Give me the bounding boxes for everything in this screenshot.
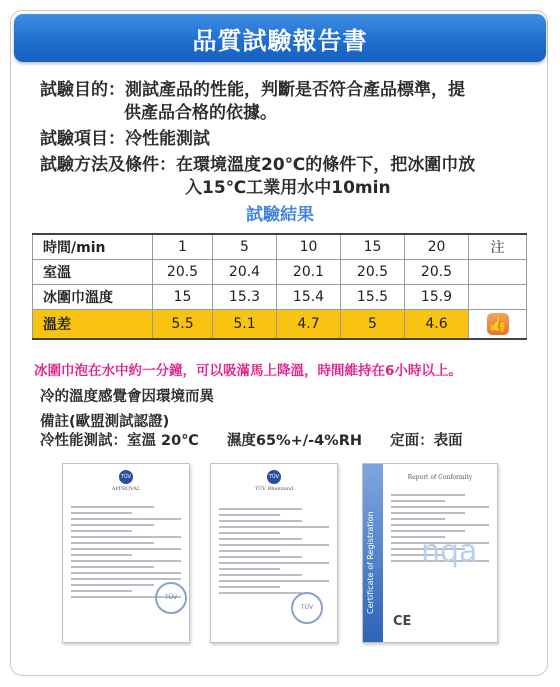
header-cell: 注 — [469, 234, 527, 260]
purpose-label: 試驗目的： — [40, 80, 125, 100]
certificate-side-text: Certificate of Registration — [366, 511, 375, 614]
report-title-banner — [14, 14, 546, 62]
row-label: 溫差 — [33, 310, 153, 340]
certificate-title: Report of Conformity — [407, 474, 473, 481]
table-cell: 20.5 — [153, 260, 213, 285]
item-value: 冷性能測試 — [125, 129, 210, 149]
remark-surface: 定面：表面 — [390, 433, 463, 449]
table-cell: 20.5 — [341, 260, 405, 285]
table-cell: 5.5 — [153, 310, 213, 340]
certificate-title: TÜV Rheinland — [254, 486, 294, 492]
remark-label: 備註(歐盟測試認證) — [40, 414, 170, 430]
header-cell: 1 — [153, 234, 213, 260]
certificate-title: APPROVAL — [111, 486, 141, 492]
table-row — [33, 260, 527, 285]
item-line — [40, 124, 210, 149]
item-label: 試驗項目： — [40, 129, 125, 149]
feeling-note: 冷的溫度感覺會因環境而異 — [40, 389, 214, 405]
tuv-logo-icon: TÜV — [267, 470, 281, 484]
certificate-side-band — [363, 464, 383, 642]
table-cell: 5 — [341, 310, 405, 340]
table-cell — [469, 260, 527, 285]
table-cell: 15.5 — [341, 285, 405, 310]
table-cell: 20.5 — [405, 260, 469, 285]
purpose-text-1: 測試產品的性能，判斷是否符合產品標準，提 — [125, 80, 465, 100]
certificate-tuv — [210, 463, 338, 643]
header-cell: 5 — [213, 234, 277, 260]
results-table — [32, 233, 527, 340]
purpose-line-1 — [40, 75, 465, 100]
method-line-1 — [40, 150, 475, 175]
table-header-row — [33, 234, 527, 260]
remark-test: 冷性能測試：室溫 20℃ — [40, 433, 199, 449]
header-cell: 時間/min — [33, 234, 153, 260]
header-cell: 15 — [341, 234, 405, 260]
remark-humidity: 濕度65%+/-4%RH — [226, 433, 363, 449]
seal-icon: TÜV — [155, 582, 187, 614]
table-cell: 4.6 — [405, 310, 469, 340]
note-cell — [469, 310, 527, 340]
method-label: 試驗方法及條件： — [40, 155, 176, 175]
purpose-text-2: 供產品合格的依據。 — [124, 103, 277, 123]
nqa-watermark: nqa — [421, 534, 478, 569]
seal-icon: TÜV — [291, 592, 323, 624]
header-cell: 20 — [405, 234, 469, 260]
method-text-1: 在環境溫度20℃的條件下，把冰圍巾放 — [176, 155, 476, 175]
certificate-registration — [362, 463, 498, 643]
row-label: 冰圍巾溫度 — [33, 285, 153, 310]
results-title: 試驗結果 — [246, 205, 314, 225]
table-cell: 4.7 — [277, 310, 341, 340]
certificate-approval — [62, 463, 190, 643]
report-title: 品質試驗報告書 — [192, 26, 368, 55]
highlight-note: 冰圍巾泡在水中約一分鐘，可以吸滿馬上降溫，時間維持在6小時以上。 — [34, 363, 462, 379]
table-cell: 15.4 — [277, 285, 341, 310]
table-cell: 15 — [153, 285, 213, 310]
table-cell: 20.1 — [277, 260, 341, 285]
table-cell: 20.4 — [213, 260, 277, 285]
table-row-highlight — [33, 310, 527, 340]
row-label: 室溫 — [33, 260, 153, 285]
table-row — [33, 285, 527, 310]
table-cell: 15.3 — [213, 285, 277, 310]
remark-detail — [40, 429, 463, 450]
tuv-logo-icon: TÜV — [119, 470, 133, 484]
ce-mark-icon: CE — [393, 614, 412, 629]
certificate-text-lines — [219, 504, 329, 598]
table-cell — [469, 285, 527, 310]
method-text-2: 入15℃工業用水中10min — [185, 178, 391, 198]
thumbs-up-icon: 👍 — [488, 315, 507, 333]
header-cell: 10 — [277, 234, 341, 260]
table-cell: 5.1 — [213, 310, 277, 340]
table-cell: 15.9 — [405, 285, 469, 310]
